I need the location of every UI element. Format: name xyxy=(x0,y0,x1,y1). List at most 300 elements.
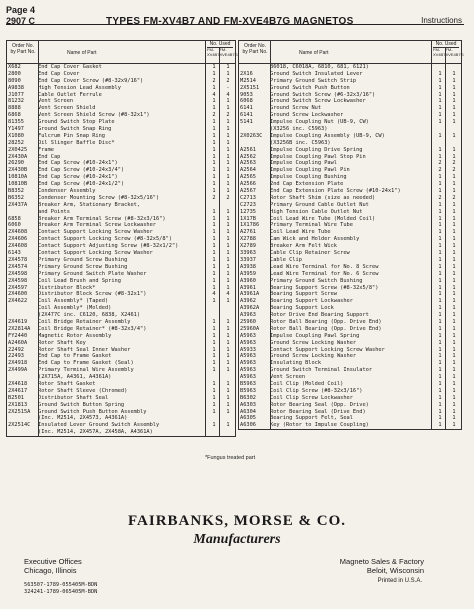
table-row xyxy=(239,64,461,71)
table-row xyxy=(7,285,235,292)
qty-col2: 1 xyxy=(452,325,456,332)
qty-col2: 1 xyxy=(226,325,230,332)
qty-col2: 1 xyxy=(226,401,230,408)
qty-col2: 1 xyxy=(452,119,456,126)
table-row xyxy=(7,250,235,257)
qty-col1: 1 xyxy=(438,112,442,119)
part-name: Coil Lead Brush and Spring xyxy=(38,277,121,284)
order-number: 2X4598 xyxy=(8,277,28,284)
part-name: Coil Clip Screw (#8-32x3/16") xyxy=(270,387,363,394)
table-row xyxy=(239,92,461,99)
table-row xyxy=(7,112,235,119)
part-name: Rotor Ball Bearing (Opp. Drive End) xyxy=(270,318,382,325)
qty-col1: 1 xyxy=(212,332,216,339)
table-row xyxy=(7,160,235,167)
table-row xyxy=(7,409,235,416)
qty-col2: 1 xyxy=(226,215,230,222)
table-row xyxy=(239,312,461,319)
part-name: Frame xyxy=(38,146,54,153)
order-number: X2788 xyxy=(240,236,256,243)
qty-col2: 1 xyxy=(452,222,456,229)
part-name: Bearing Support Lockwasher xyxy=(270,298,353,305)
part-name: Rotor Shaft Shim (size as needed) xyxy=(270,194,376,201)
table-row xyxy=(239,271,461,278)
order-number: A5963 xyxy=(240,360,256,367)
order-number: A6303 xyxy=(240,401,256,408)
order-number: 2X4608 xyxy=(8,243,28,250)
part-name: Ground Switch Button Spring xyxy=(38,401,125,408)
qty-col2: 1 xyxy=(452,91,456,98)
qty-col2: 1 xyxy=(226,139,230,146)
table-row xyxy=(239,147,461,154)
table-row xyxy=(7,312,235,319)
qty-col1: 1 xyxy=(438,318,442,325)
order-number: X682 xyxy=(8,64,21,70)
part-name: Impulse Coupling Pawl xyxy=(270,160,337,167)
table-row xyxy=(7,305,235,312)
qty-col2 xyxy=(221,312,235,319)
qty-col2: 1 xyxy=(226,256,230,263)
table-row xyxy=(239,195,461,202)
order-number: 2X430A xyxy=(8,153,28,160)
table-row xyxy=(239,326,461,333)
qty-col1: 1 xyxy=(212,139,216,146)
part-name: Ground Switch Terminal Insulator xyxy=(270,367,373,374)
table-header xyxy=(238,40,462,64)
company-subtitle: Manufacturers xyxy=(193,532,281,547)
part-name: Vent Screen Shield xyxy=(38,105,96,112)
qty-col2: 1 xyxy=(452,360,456,367)
qty-col2: 1 xyxy=(452,153,456,160)
table-row xyxy=(7,202,235,209)
part-name: End Cap Screw (#10-24x1") xyxy=(38,160,118,167)
qty-col1: 1 xyxy=(438,146,442,153)
order-number: 8090 xyxy=(8,77,21,84)
table-row xyxy=(7,257,235,264)
table-row xyxy=(7,347,235,354)
table-row xyxy=(239,374,461,381)
qty-col1: 1 xyxy=(212,70,216,77)
order-number: A2460A xyxy=(8,339,28,346)
part-name: Coil Bridge Retainer* (#8-32x3/4") xyxy=(38,325,147,332)
qty-col2: 1 xyxy=(452,353,456,360)
qty-col2: 1 xyxy=(226,422,230,429)
qty-col1: 1 xyxy=(438,263,442,270)
order-number: 2X4597 xyxy=(8,284,28,291)
table-row xyxy=(7,278,235,285)
qty-col2: 1 xyxy=(226,132,230,139)
qty-col2: 1 xyxy=(452,201,456,208)
table-row xyxy=(7,85,235,92)
table-row xyxy=(239,140,461,147)
order-number: B5963 xyxy=(240,387,256,394)
order-number: 33937 xyxy=(240,256,256,263)
qty-col1: 1 xyxy=(212,270,216,277)
order-number: 2X4918 xyxy=(8,360,28,367)
order-number: A3962A xyxy=(240,305,260,312)
order-number: A2566 xyxy=(240,181,256,188)
qty-col1: 1 xyxy=(438,174,442,181)
part-name: Coil Clip (Molded Coil) xyxy=(270,380,344,387)
order-number: 25960A xyxy=(240,325,260,332)
part-name: Primary Ground Switch Strip xyxy=(270,77,357,84)
part-name: Lead Wire Terminal for No. 8 Screw xyxy=(270,263,379,270)
order-number xyxy=(7,429,38,436)
part-name: Coil Assembly* (Molded) xyxy=(38,305,112,312)
qty-col1: 1 xyxy=(212,325,216,332)
order-number: 22492 xyxy=(8,346,24,353)
part-name: End Cap xyxy=(38,153,61,160)
qty-col2: 1 xyxy=(226,119,230,126)
part-name: Rotor Shaft Sleeve (Chromed) xyxy=(38,387,128,394)
part-name: Impulse Coupling Drive Spring xyxy=(270,146,363,153)
table-row xyxy=(239,222,461,229)
table-row xyxy=(7,415,235,422)
table-row xyxy=(239,298,461,305)
table-row xyxy=(7,195,235,202)
qty-col2: 1 xyxy=(452,298,456,305)
part-name: Primary Terminal Wire Tube xyxy=(270,222,353,229)
table-row xyxy=(239,347,461,354)
qty-col1: 1 xyxy=(212,250,216,257)
part-name: Ground Switch Screw (#6-32x3/16") xyxy=(270,91,376,98)
table-row xyxy=(239,395,461,402)
order-number: 2X437A xyxy=(8,201,28,208)
part-name: Ground Switch Stop Plate xyxy=(38,119,115,126)
qty-col2 xyxy=(221,429,235,436)
order-number: 1X17B xyxy=(240,215,256,222)
qty-col1: 1 xyxy=(212,401,216,408)
part-name: End Cap Extension Plate Screw (#10-24x1") xyxy=(270,188,401,195)
qty-col1: 1 xyxy=(438,346,442,353)
table-row xyxy=(239,229,461,236)
qty-col2: 1 xyxy=(226,222,230,229)
part-name: Fulcrum Pin Snap Ring xyxy=(38,132,105,139)
table-row xyxy=(239,105,461,112)
part-name: End Cap Screw (#10-24x1") xyxy=(38,174,118,181)
qty-col1: 2 xyxy=(438,167,442,174)
qty-col2: 2 xyxy=(226,112,230,119)
table-row xyxy=(239,188,461,195)
qty-col2: 1 xyxy=(452,70,456,77)
col1-header: FM-XV4B7 xyxy=(433,47,446,57)
part-name: Primary Ground Screw Bushing xyxy=(38,263,128,270)
qty-col2: 1 xyxy=(452,105,456,112)
qty-col1: 1 xyxy=(438,305,442,312)
order-number: A2562 xyxy=(240,153,256,160)
qty-col1: 1 xyxy=(212,105,216,112)
qty-col2: 4 xyxy=(226,91,230,98)
part-name: End Cap Cover Gasket xyxy=(38,64,102,70)
qty-col2: 1 xyxy=(226,208,230,215)
qty-col2 xyxy=(221,202,235,209)
qty-col1: 1 xyxy=(212,318,216,325)
order-number: A5963 xyxy=(240,353,256,360)
qty-col1: 2 xyxy=(212,112,216,119)
table-row xyxy=(7,236,235,243)
print-codes xyxy=(24,582,97,596)
qty-col1: 1 xyxy=(438,332,442,339)
table-row xyxy=(239,133,461,140)
order-number: 6868 xyxy=(8,112,21,119)
order-number: A2561 xyxy=(240,146,256,153)
order-number: 2X4606 xyxy=(8,236,28,243)
part-name: (Inc. M2514, 2X457A, 2X458A, A4361A) xyxy=(38,429,153,436)
order-number: A3961 xyxy=(240,284,256,291)
table-header xyxy=(6,40,236,64)
print-code-1: 563507-1789-055405M-BDN xyxy=(24,582,98,588)
order-number xyxy=(7,415,38,422)
qty-col2: 1 xyxy=(452,132,456,139)
part-name: End Cap Cover xyxy=(38,70,80,77)
qty-col1: 2 xyxy=(438,160,442,167)
table-row xyxy=(239,319,461,326)
qty-col2: 1 xyxy=(226,367,230,374)
table-row xyxy=(239,160,461,167)
order-number: 2X4574 xyxy=(8,263,28,270)
qty-col2: 1 xyxy=(452,387,456,394)
qty-col2: 1 xyxy=(452,312,456,319)
qty-col1: 1 xyxy=(438,270,442,277)
qty-col2: 1 xyxy=(226,277,230,284)
part-name: Magnetic Rotor Assembly xyxy=(38,332,112,339)
order-number: 28252 xyxy=(8,139,24,146)
qty-col2: 1 xyxy=(452,284,456,291)
qty-col1: 1 xyxy=(438,250,442,257)
qty-col2 xyxy=(221,374,235,381)
part-name: Key (Rotor to Impulse Coupling) xyxy=(270,422,369,429)
exec-offices-city: Chicago, Illinois xyxy=(24,566,77,575)
qty-col1: 1 xyxy=(438,401,442,408)
qty-col2: 1 xyxy=(226,346,230,353)
part-name: B6018, C6018A, 6810, 681, 6121) xyxy=(270,64,369,70)
qty-col1: 1 xyxy=(212,132,216,139)
qty-col1: 1 xyxy=(212,360,216,367)
qty-col1: 1 xyxy=(212,422,216,429)
table-row xyxy=(7,402,235,409)
order-number: 10810B xyxy=(8,181,28,188)
order-number: 22493 xyxy=(8,353,24,360)
part-name: Ground Switch Insulated Lever xyxy=(270,70,363,77)
qty-col1: 1 xyxy=(438,77,442,84)
order-number: A2565 xyxy=(240,174,256,181)
order-number: A3961A xyxy=(240,291,260,298)
qty-col2: 1 xyxy=(226,298,230,305)
part-name: Ground Screw Locking Washer xyxy=(270,339,357,346)
qty-col1: 1 xyxy=(212,153,216,160)
part-name: Impulse Coupling Nut (UB-9, CW) xyxy=(270,119,369,126)
qty-col2: 1 xyxy=(452,422,456,429)
qty-col2: 1 xyxy=(452,291,456,298)
qty-col1: 1 xyxy=(438,394,442,401)
table-row xyxy=(239,353,461,360)
name-of-part-header: Name of Part xyxy=(299,50,329,56)
document-title: TYPES FM-XV4B7 AND FM-XVE4B7G MAGNETOS xyxy=(106,16,354,27)
qty-col2: 1 xyxy=(452,208,456,215)
qty-col2: 1 xyxy=(452,380,456,387)
table-row xyxy=(7,333,235,340)
qty-col2: 2 xyxy=(452,160,456,167)
qty-col1: 1 xyxy=(438,298,442,305)
qty-col1: 1 xyxy=(438,91,442,98)
table-row xyxy=(7,71,235,78)
qty-col2: 1 xyxy=(226,360,230,367)
order-number: 26290 xyxy=(8,160,24,167)
qty-col1: 1 xyxy=(212,126,216,133)
table-row xyxy=(239,236,461,243)
qty-col2: 1 xyxy=(452,174,456,181)
part-name: Ground Screw Locking Washer xyxy=(270,353,357,360)
part-name: Impulse Coupling Assembly (UB-9, CW) xyxy=(270,132,385,139)
qty-col1: 1 xyxy=(438,98,442,105)
qty-col1: 2 xyxy=(212,194,216,201)
order-number: 2X4622 xyxy=(8,298,28,305)
header-rule xyxy=(6,24,464,25)
qty-col1: 1 xyxy=(438,215,442,222)
table-row xyxy=(7,298,235,305)
part-name: Impulse Coupling Bushing xyxy=(270,174,347,181)
table-row xyxy=(7,264,235,271)
qty-col1: 1 xyxy=(438,208,442,215)
qty-col1: 1 xyxy=(438,387,442,394)
qty-col2: 1 xyxy=(226,270,230,277)
qty-col2: 1 xyxy=(452,374,456,381)
qty-col1: 1 xyxy=(438,380,442,387)
order-number: A3963 xyxy=(240,312,256,319)
table-row xyxy=(7,174,235,181)
name-of-part-header: Name of Part xyxy=(67,50,97,56)
part-name: End Cap Cover Screw (#8-32x9/16") xyxy=(38,77,144,84)
part-name: End Cap Screw (#10-24x3/4") xyxy=(38,167,125,174)
part-name: Primary Ground Cable Outlet Nut xyxy=(270,201,369,208)
qty-col1: 1 xyxy=(438,339,442,346)
order-number: 25960 xyxy=(240,318,256,325)
part-name: End Cap to Frame Gasket (Seal) xyxy=(38,360,134,367)
qty-col1: 1 xyxy=(212,256,216,263)
part-name: Primary Ground Switch Plate Washer xyxy=(38,270,147,277)
table-row xyxy=(7,64,235,71)
qty-col1: 1 xyxy=(212,167,216,174)
part-name: Impulse Coupling Pawl Stop Pin xyxy=(270,153,366,160)
qty-col1: 1 xyxy=(438,132,442,139)
table-row xyxy=(239,209,461,216)
qty-col2 xyxy=(221,305,235,312)
qty-col1: 1 xyxy=(438,353,442,360)
part-name: Ground Switch Push Button Assembly xyxy=(38,408,147,415)
order-number: 12735 xyxy=(240,208,256,215)
qty-col2: 4 xyxy=(226,291,230,298)
table-row xyxy=(7,319,235,326)
part-name: Oil Slinger Baffle Disc* xyxy=(38,139,115,146)
order-number: 2X4617 xyxy=(8,387,28,394)
part-name: End Cap to Frame Gasket xyxy=(38,353,112,360)
table-row xyxy=(239,250,461,257)
part-name: Primary Ground Screw Bushing xyxy=(38,256,128,263)
qty-col2: 1 xyxy=(226,243,230,250)
order-number: A6305 xyxy=(240,415,256,422)
qty-col1: 1 xyxy=(212,367,216,374)
order-number: 6858 xyxy=(8,215,21,222)
qty-col1: 1 xyxy=(438,119,442,126)
table-row xyxy=(7,360,235,367)
order-number: 2X0425 xyxy=(8,146,28,153)
qty-col1: 1 xyxy=(212,353,216,360)
qty-col1: 1 xyxy=(212,284,216,291)
order-number: A5963 xyxy=(240,367,256,374)
order-number: A2761 xyxy=(240,229,256,236)
table-row xyxy=(239,154,461,161)
qty-col1: 1 xyxy=(212,263,216,270)
no-used-header: No. Used xyxy=(207,41,233,48)
qty-col2 xyxy=(447,126,461,133)
order-number xyxy=(7,209,38,216)
qty-col1: 1 xyxy=(438,84,442,91)
table-row xyxy=(7,216,235,223)
order-number: 33963 xyxy=(240,250,256,257)
table-row xyxy=(7,188,235,195)
table-row xyxy=(239,98,461,105)
order-number: B2501 xyxy=(8,394,24,401)
qty-col2: 1 xyxy=(452,270,456,277)
qty-col2: 1 xyxy=(452,277,456,284)
qty-col2: 1 xyxy=(226,250,230,257)
table-row xyxy=(7,388,235,395)
instructions-label: Instructions xyxy=(421,16,462,25)
part-name: Lead Wire Terminal for No. 6 Screw xyxy=(270,270,379,277)
order-number xyxy=(7,374,38,381)
qty-col1: 1 xyxy=(212,298,216,305)
qty-col1: 1 xyxy=(212,394,216,401)
table-row xyxy=(7,326,235,333)
part-name: and Points xyxy=(38,208,70,215)
part-name: Cam Wick and Holder Assembly xyxy=(270,236,360,243)
part-name: Ground Screw Lockwasher xyxy=(270,112,344,119)
order-number: A6304 xyxy=(240,408,256,415)
qty-col2: 1 xyxy=(226,380,230,387)
order-number: 81232 xyxy=(8,98,24,105)
part-name: High Tension Cable Outlet Nut xyxy=(270,208,363,215)
qty-col2 xyxy=(221,415,235,422)
part-name: Rotor Shaft Seal Inner Washer xyxy=(38,346,131,353)
part-name: Bearing Support Lock xyxy=(270,305,334,312)
qty-col1: 1 xyxy=(438,325,442,332)
order-number: 2X499A xyxy=(8,367,28,374)
table-row xyxy=(7,105,235,112)
qty-col2: 1 xyxy=(452,332,456,339)
table-row xyxy=(239,112,461,119)
table-row xyxy=(239,305,461,312)
part-name: Distributor Block Screw (#8-32x1") xyxy=(38,291,147,298)
qty-col2: 1 xyxy=(452,84,456,91)
table-row xyxy=(239,367,461,374)
qty-col2: 1 xyxy=(452,305,456,312)
part-name: (2X477C inc. C6120, 6838, X2461) xyxy=(38,312,141,319)
order-no-header: Order No. by Part No. xyxy=(10,43,36,55)
order-number: A3962 xyxy=(240,298,256,305)
qty-col2 xyxy=(447,140,461,147)
order-number xyxy=(239,140,270,147)
part-name: Contact Support Locking Screw Washer xyxy=(270,346,385,353)
table-row xyxy=(7,353,235,360)
qty-col2: 1 xyxy=(226,353,230,360)
part-name: Breaker Arm Terminal Screw (#8-32x3/16") xyxy=(38,215,166,222)
table-row xyxy=(7,422,235,429)
printed-in: Printed in U.S.A. xyxy=(377,578,422,584)
order-number: 9053 xyxy=(240,91,253,98)
qty-col2: 1 xyxy=(452,188,456,195)
qty-col2: 2 xyxy=(226,77,230,84)
plant-city: Beloit, Wisconsin xyxy=(366,566,424,575)
